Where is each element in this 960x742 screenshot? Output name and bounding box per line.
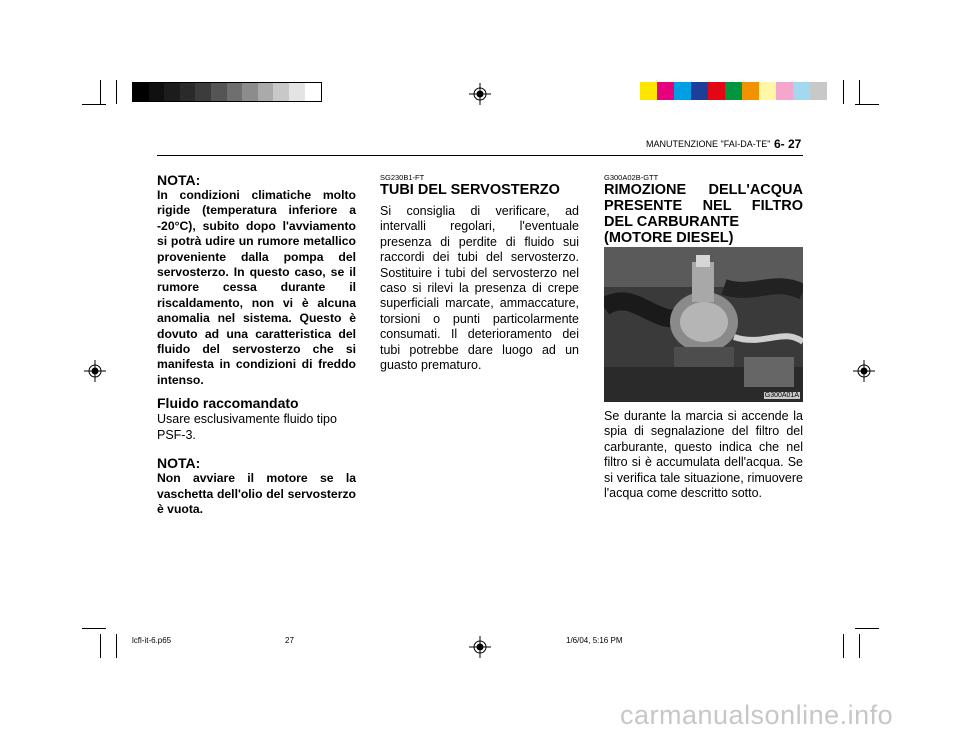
crop-mark (100, 634, 101, 658)
calibration-swatch (164, 83, 180, 101)
calibration-swatch (793, 82, 810, 100)
crop-mark (82, 104, 106, 105)
calibration-swatch (273, 83, 289, 101)
column-right (604, 173, 803, 246)
footer-file: lcfl-it-6.p65 (132, 636, 172, 645)
calibration-swatch (776, 82, 793, 100)
body-text: Si consiglia di verificare, ad intervalli regolari, l'eventuale presenza di perdite di fluido sui raccordi dei tubi del servosterzo. Sostituire i tubi del servosterzo nel caso si rilevi la presenza di crepe superficiali marcate, ammaccature, torsioni o punti particolarmente consumati. Il deterioramento dei tubi potrebbe dare luogo ad un guasto prematuro. (380, 204, 579, 373)
registration-mark-icon (469, 636, 491, 658)
gray-calibration-bar (132, 82, 322, 102)
calibration-swatch (657, 82, 674, 100)
footer-datetime: 1/6/04, 5:16 PM (566, 636, 623, 645)
calibration-swatch (149, 83, 165, 101)
calibration-swatch (640, 82, 657, 100)
color-calibration-bar (640, 82, 827, 100)
calibration-swatch (227, 83, 243, 101)
watermark: carmanualsonline.info (620, 700, 894, 730)
calibration-swatch (691, 82, 708, 100)
nota-text: In condizioni climatiche molto rigide (temperatura inferiore a -20°C), subito dopo l'avviamento si potrà udire un rumore metallico proveniente dalla pompa del servosterzo. In questo caso, se il rumore cessa durante il riscaldamento, non vi è alcuna anomalia nel sistema. Questo è dovuto ad una caratteristica del fluido del servosterzo che si manifesta in condizioni di freddo intenso. (157, 188, 356, 387)
calibration-swatch (242, 83, 258, 101)
registration-mark-icon (853, 360, 875, 382)
crop-mark (859, 80, 860, 104)
column-left (157, 172, 356, 517)
section-heading: TUBI DEL SERVOSTERZO (380, 182, 560, 198)
calibration-swatch (289, 83, 305, 101)
registration-mark-icon (469, 83, 491, 105)
fluid-text: Usare esclusivamente fluido tipo PSF-3. (157, 412, 337, 442)
calibration-swatch (211, 83, 227, 101)
page-number: 6- 27 (774, 137, 802, 151)
calibration-swatch (195, 83, 211, 101)
nota-heading: NOTA: (157, 455, 201, 472)
crop-mark (855, 104, 879, 105)
calibration-swatch (180, 83, 196, 101)
calibration-swatch (258, 83, 274, 101)
section-title: MANUTENZIONE "FAI-DA-TE" (646, 139, 771, 149)
section-code: SG230B1-FT (380, 173, 425, 182)
crop-mark (855, 628, 879, 629)
section-code: G300A02B-GTT (604, 173, 659, 182)
calibration-swatch (305, 83, 321, 101)
calibration-swatch (759, 82, 776, 100)
section-heading: (MOTORE DIESEL) (604, 230, 734, 246)
crop-mark (843, 80, 844, 104)
calibration-swatch (133, 83, 149, 101)
calibration-swatch (742, 82, 759, 100)
calibration-swatch (725, 82, 742, 100)
column-middle (380, 173, 579, 373)
fluid-heading: Fluido raccomandato (157, 395, 299, 412)
section-heading: RIMOZIONE DELL'ACQUA PRESENTE NEL FILTRO DEL CARBURANTE (604, 182, 803, 230)
nota-heading: NOTA: (157, 172, 201, 188)
calibration-swatch (708, 82, 725, 100)
crop-mark (116, 634, 117, 658)
registration-mark-icon (84, 360, 106, 382)
nota-text: Non avviare il motore se la vaschetta dell'olio del servosterzo è vuota. (157, 471, 356, 516)
footer-page: 27 (285, 636, 294, 645)
crop-mark (843, 634, 844, 658)
fuel-filter-photo (604, 247, 803, 402)
crop-mark (82, 628, 106, 629)
crop-mark (116, 80, 117, 104)
calibration-swatch (810, 82, 827, 100)
header-rule (157, 155, 803, 156)
crop-mark (859, 634, 860, 658)
calibration-swatch (674, 82, 691, 100)
crop-mark (100, 80, 101, 104)
body-text: Se durante la marcia si accende la spia di segnalazione del filtro del carburante, questo indica che nel filtro si è accumulata dell'acqua. Se si verifica tale situazione, rimuovere l'acqua come descritto sotto. (604, 409, 803, 501)
photo-label: G300A01A (764, 392, 799, 399)
